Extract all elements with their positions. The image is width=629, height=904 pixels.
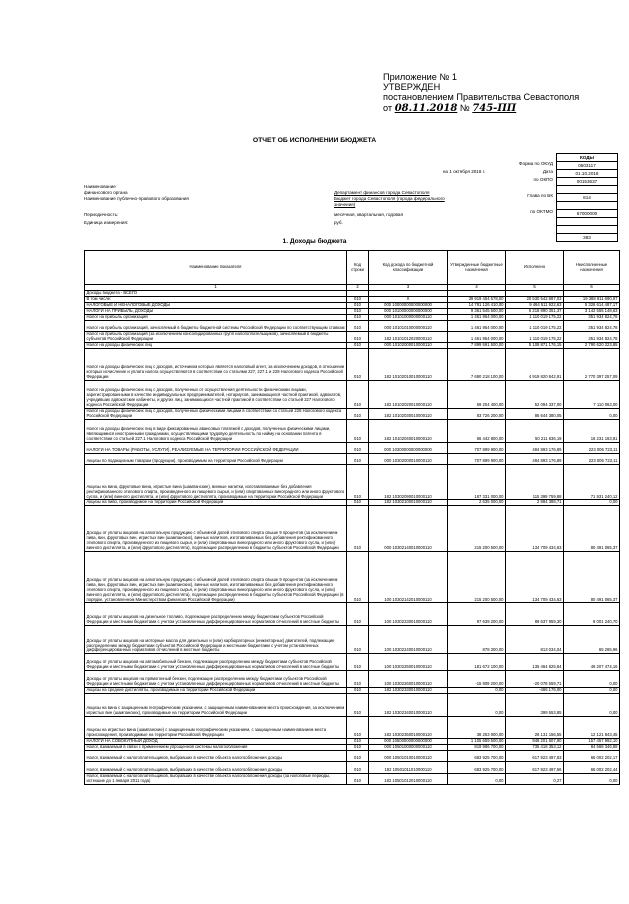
- row-approved: 83 726 200,00: [448, 408, 506, 419]
- table-row: [85, 694, 620, 717]
- row-income-code: 100 10302250010000110: [369, 654, 448, 671]
- row-unexecuted: 0,00: [564, 773, 620, 784]
- row-approved: 2 635 000,00: [448, 500, 506, 506]
- row-unexecuted: 19 388 911 690,97: [564, 296, 620, 302]
- row-unexecuted: 65 265,96: [564, 626, 620, 654]
- row-executed: 813 034,04: [506, 626, 564, 654]
- row-executed: 1 110 019 175,22: [506, 331, 564, 342]
- codes-value: [557, 218, 618, 226]
- row-approved: 707 899 900,00: [448, 454, 506, 465]
- row-name: Налог, взимаемый с налогоплательщиков, выбравших в качестве объекта налогообложения доходы: [85, 762, 347, 773]
- row-unexecuted: 66 002 202,17: [564, 751, 620, 762]
- row-executed: 484 893 176,89: [506, 454, 564, 465]
- row-income-code: 000 10302000010000110: [369, 454, 448, 465]
- row-line-code: 010: [347, 420, 369, 443]
- row-approved: 39 919 454 578,00: [448, 296, 506, 302]
- row-executed: 20 530 542 887,03: [506, 296, 564, 302]
- codes-value: 814: [557, 194, 618, 202]
- codes-label: Форма по ОКУД: [518, 161, 553, 166]
- row-unexecuted: 0,00: [564, 408, 620, 419]
- header-approved: Утвержденные бюджетные назначения: [448, 251, 506, 285]
- codes-value: [557, 202, 618, 210]
- table-row: [85, 320, 620, 331]
- row-line-code: 010: [347, 506, 369, 551]
- approval-block: [383, 72, 623, 114]
- unit-value: руб.: [334, 220, 343, 225]
- row-name: НАЛОГИ НА ПРИБЫЛЬ, ДОХОДЫ: [85, 308, 347, 314]
- row-unexecuted: 157 457 992,10: [564, 739, 620, 745]
- header-name: Наименование показателя: [85, 251, 347, 285]
- row-income-code: 100 10302142010000110: [369, 551, 448, 603]
- row-income-code: 182 10302100010000110: [369, 500, 448, 506]
- codes-label: по ОКТМО: [530, 209, 553, 214]
- section-title: 1. Доходы бюджета: [282, 238, 347, 245]
- row-line-code: 010: [347, 551, 369, 603]
- col-num-3: 3: [369, 285, 448, 291]
- table-row: [85, 751, 620, 762]
- row-name: Доходы бюджета - ВСЕГО: [85, 291, 347, 297]
- row-approved: -15 909 200,00: [448, 671, 506, 688]
- row-executed: 26 131 156,55: [506, 716, 564, 739]
- period-label: Периодичность:: [84, 212, 119, 217]
- row-line-code: 010: [347, 745, 369, 751]
- row-approved: 66 442 800,00: [448, 420, 506, 443]
- codes-row: [557, 202, 618, 210]
- row-name: Акцизы на игристые вина (шампанские) с защищенным географическим указанием, с защищенным наименованием места происхождения, производимые на территории Российской Федерации: [85, 716, 347, 739]
- row-executed: 1 110 019 175,22: [506, 320, 564, 331]
- row-income-code: 182 10302340010000110: [369, 694, 448, 717]
- table-row: [85, 465, 620, 500]
- org-value: Департамент финансов города Севастополя: [334, 190, 430, 195]
- row-income-code: 182 10101012020000110: [369, 331, 448, 342]
- row-executed: 134 709 434,63: [506, 551, 564, 603]
- row-unexecuted: 46 207 474,16: [564, 654, 620, 671]
- row-name: Налог на прибыль организаций, зачисляемый в бюджеты бюджетной системы Российской Федерации по соответствующим ставкам: [85, 320, 347, 331]
- row-unexecuted: 0,00: [564, 688, 620, 694]
- row-income-code: 000 10101010000000110: [369, 320, 448, 331]
- codes-row: [557, 218, 618, 226]
- row-income-code: 100 10302240010000110: [369, 626, 448, 654]
- row-approved: 0,00: [448, 688, 506, 694]
- row-unexecuted: 84 568 346,88: [564, 745, 620, 751]
- row-unexecuted: 351 934 824,78: [564, 314, 620, 320]
- row-income-code: 000 10300000000000000: [369, 442, 448, 453]
- codes-value: 383: [557, 234, 618, 242]
- codes-value: [557, 186, 618, 194]
- report-title: ОТЧЕТ ОБ ИСПОЛНЕНИИ БЮДЖЕТА: [252, 137, 377, 144]
- codes-row: [557, 186, 618, 194]
- col-num-2: 2: [347, 285, 369, 291]
- row-executed: 399 553,85: [506, 694, 564, 717]
- row-name: Налог на доходы физических лиц с доходов, полученных от осуществления деятельности физическими лицами, зарегистрированными в качестве индивидуальных предпринимателей, нотариусов, занимающихся частной практикой, адвокатов, учредивших адвокатские кабинеты, и других лиц, занимающихся частной практикой в соответствии со статьей 227 Налогового кодекса Российской Федерации: [85, 380, 347, 408]
- row-name: Акцизы на вина с защищенным географическим указанием, с защищенным наименованием места происхождения, за исключением игристых вин (шампанских), производимые на территории Российской Федерации: [85, 694, 347, 717]
- col-num-4: 4: [448, 285, 506, 291]
- row-line-code: 010: [347, 380, 369, 408]
- row-unexecuted: 80 491 065,37: [564, 506, 620, 551]
- codes-value: [557, 226, 618, 234]
- table-row: [85, 408, 620, 419]
- row-line-code: 010: [347, 762, 369, 773]
- col-num-1: 1: [85, 285, 347, 291]
- row-income-code: 000 10500000000000000: [369, 739, 448, 745]
- row-line-code: 010: [347, 694, 369, 717]
- row-name: Доходы от уплаты акцизов на алкогольную продукцию с объемной долей этилового спирта свыше 9 процентов (за исключением пива, вин, фруктовых вин, игристых вин (шампанских), винных напитков, изготавливаемых без добавления ректификованного этилового спирта, произведенного из пищевого сырья, и (или) спиртованных виноградного или иного фруктового сусла, и (или) винного дистиллята, и (или) фруктового дистиллята), подлежащие распределению в бюджеты субъектов Российской Федерации (в порядке, установленном Министерством финансов Российской Федерации): [85, 551, 347, 603]
- row-unexecuted: 5 326 614 487,17: [564, 302, 620, 308]
- row-approved: 215 200 500,00: [448, 506, 506, 551]
- row-unexecuted: 66 002 202,44: [564, 762, 620, 773]
- row-approved: 7 690 218 100,00: [448, 349, 506, 381]
- row-unexecuted: 16 231 163,81: [564, 420, 620, 443]
- row-income-code: 000 10101000000000110: [369, 314, 448, 320]
- row-line-code: 010: [347, 688, 369, 694]
- row-approved: 707 899 900,00: [448, 442, 506, 453]
- row-income-code: 000 10102000010000110: [369, 343, 448, 349]
- row-name: НАЛОГИ НА СОВОКУПНЫЙ ДОХОД: [85, 739, 347, 745]
- codes-value: 00153637: [557, 178, 618, 186]
- row-income-code: 182 10302090010000110: [369, 465, 448, 500]
- row-line-code: 010: [347, 671, 369, 688]
- row-income-code: 182 10501011010000110: [369, 762, 448, 773]
- table-row: [85, 626, 620, 654]
- table-row: [85, 442, 620, 453]
- row-unexecuted: 12 121 843,45: [564, 716, 620, 739]
- row-unexecuted: 2 790 620 323,85: [564, 343, 620, 349]
- row-income-code: 000 10100000000000000: [369, 308, 448, 314]
- approval-number: 745-ПП: [472, 102, 517, 114]
- row-executed: 2 884 388,71: [506, 500, 564, 506]
- row-executed: 135 464 625,84: [506, 654, 564, 671]
- row-executed: 5 108 871 176,15: [506, 343, 564, 349]
- header-line-code: Код строки: [347, 251, 369, 285]
- row-unexecuted: 351 934 824,78: [564, 320, 620, 331]
- row-executed: 4 919 820 842,91: [506, 349, 564, 381]
- table-row: [85, 420, 620, 443]
- row-executed: 735 418 353,12: [506, 745, 564, 751]
- codes-value: 0503117: [557, 162, 618, 170]
- row-name: Налог на прибыль организаций: [85, 314, 347, 320]
- col-num-5: 5: [506, 285, 564, 291]
- table-row: [85, 671, 620, 688]
- approval-approved: УТВЕРЖДЕН: [383, 82, 441, 93]
- row-approved: 181 672 100,00: [448, 654, 506, 671]
- row-line-code: 010: [347, 465, 369, 500]
- row-unexecuted: 0,00: [564, 694, 620, 717]
- row-name: Доходы от уплаты акцизов на моторные масла для дизельных и (или) карбюраторных (инжекторных) двигателей, подлежащие распределению между бюджетами субъектов Российской Федерации и местными бюджетами с учетом установленных дифференцированных нормативов отчислений в местные бюджеты: [85, 626, 347, 654]
- row-approved: 1 461 954 000,00: [448, 320, 506, 331]
- codes-row: [557, 162, 618, 170]
- row-income-code: X: [369, 296, 448, 302]
- row-approved: 97 639 200,00: [448, 603, 506, 626]
- row-executed: -20 078 559,71: [506, 671, 564, 688]
- row-approved: 14 791 126 410,00: [448, 302, 506, 308]
- codes-label: Дата: [542, 169, 553, 174]
- row-name: Акцизы на средние дистилляты, производимые на территории Российской Федерации: [85, 688, 347, 694]
- row-line-code: 010: [347, 626, 369, 654]
- row-name: Налог на доходы физических лиц с доходов, источником которых является налоговый агент, за исключением доходов, в отношении которых исчисление и уплата налога осуществляются в соответствии со статьями 227, 227.1 и 228 Налогового кодекса Российской Федерации: [85, 349, 347, 381]
- row-line-code: 010: [347, 773, 369, 784]
- row-income-code: 182 10102020010000110: [369, 380, 448, 408]
- row-line-code: 010: [347, 442, 369, 453]
- approval-num-prefix: №: [459, 102, 470, 113]
- row-line-code: 010: [347, 302, 369, 308]
- codes-label: по ОКПО: [533, 177, 553, 182]
- approval-date: 08.11.2018: [394, 102, 458, 114]
- row-line-code: 010: [347, 716, 369, 739]
- row-line-code: 010: [347, 408, 369, 419]
- row-executed: 50 211 636,19: [506, 420, 564, 443]
- row-line-code: 010: [347, 343, 369, 349]
- codes-table: [556, 153, 618, 242]
- table-row: [85, 654, 620, 671]
- row-executed: 86 644 380,05: [506, 408, 564, 419]
- approval-appendix: Приложение № 1: [383, 72, 457, 82]
- org-label-1: Наименование: [84, 184, 116, 189]
- pp-value-1: Бюджет города Севастополя (города федерального: [334, 196, 445, 201]
- codes-label: Глава по БК: [527, 193, 553, 198]
- row-unexecuted: 223 006 723,11: [564, 454, 620, 465]
- row-approved: 683 925 700,00: [448, 762, 506, 773]
- row-approved: 683 925 700,00: [448, 751, 506, 762]
- row-income-code: 182 10302330010000110: [369, 688, 448, 694]
- row-income-code: 000 10000000000000000: [369, 302, 448, 308]
- table-row: [85, 716, 620, 739]
- row-approved: 819 986 700,00: [448, 745, 506, 751]
- row-unexecuted: 8 001 240,70: [564, 603, 620, 626]
- row-unexecuted: 223 006 723,11: [564, 442, 620, 453]
- row-unexecuted: 2 770 397 257,09: [564, 349, 620, 381]
- row-name: Налог на доходы физических лиц: [85, 343, 347, 349]
- row-executed: 617 923 497,56: [506, 762, 564, 773]
- header-unexecuted: Неисполненные назначения: [564, 251, 620, 285]
- row-line-code: 010: [347, 454, 369, 465]
- row-line-code: 010: [347, 308, 369, 314]
- row-name: Доходы от уплаты акцизов на автомобильный бензин, подлежащие распределению между бюджетами субъектов Российской Федерации и местными бюджетами с учетом установленных дифференцированных нормативов отчислений в местные бюджеты: [85, 654, 347, 671]
- row-income-code: 182 10102030010000110: [369, 408, 448, 419]
- row-approved: 9 361 545 500,00: [448, 308, 506, 314]
- table-row: [85, 454, 620, 465]
- row-line-code: 010: [347, 331, 369, 342]
- row-approved: 0,00: [448, 773, 506, 784]
- row-approved: 7 899 591 500,00: [448, 343, 506, 349]
- row-approved: 1 461 954 000,00: [448, 314, 506, 320]
- table-row: [85, 551, 620, 603]
- row-name: Налог на доходы физических лиц в виде фиксированных авансовых платежей с доходов, полученных физическими лицами, являющимися иностранными гражданами, осуществляющими трудовую деятельность по найму на основании патента в соответствии со статьей 227.1 Налогового кодекса Российской Федерации: [85, 420, 347, 443]
- row-income-code: 100 10302260010000110: [369, 671, 448, 688]
- table-row: [85, 506, 620, 551]
- row-approved: 187 331 000,00: [448, 465, 506, 500]
- row-approved: 59 204 400,00: [448, 380, 506, 408]
- row-executed: 6 218 890 351,37: [506, 308, 564, 314]
- row-name: В том числе:: [85, 296, 347, 302]
- row-line-code: 010: [347, 739, 369, 745]
- table-row: [85, 773, 620, 784]
- row-unexecuted: 71 931 240,12: [564, 465, 620, 500]
- row-unexecuted: 0,00: [564, 671, 620, 688]
- row-unexecuted: 351 934 824,78: [564, 331, 620, 342]
- row-line-code: 010: [347, 349, 369, 381]
- row-income-code: 100 10302230010000110: [369, 603, 448, 626]
- row-income-code: 182 10102040010000110: [369, 420, 448, 443]
- row-name: НАЛОГИ НА ТОВАРЫ (РАБОТЫ, УСЛУГИ), РЕАЛИЗУЕМЫЕ НА ТЕРРИТОРИИ РОССИЙСКОЙ ФЕДЕРАЦИИ: [85, 442, 347, 453]
- pp-label: Наименование публично-правового образования: [84, 196, 189, 201]
- row-approved: 38 253 000,00: [448, 716, 506, 739]
- col-num-6: 6: [564, 285, 620, 291]
- row-name: Налог, взимаемый с налогоплательщиков, выбравших в качестве объекта налогообложения доходы: [85, 751, 347, 762]
- row-income-code: 000 10501010010000110: [369, 751, 448, 762]
- approval-date-line: [383, 103, 623, 114]
- row-approved: 878 300,00: [448, 626, 506, 654]
- pp-value-2: значения): [334, 202, 356, 207]
- codes-value: 67000000: [557, 210, 618, 218]
- header-income-code: Код дохода по бюджетной классификации: [369, 251, 448, 285]
- codes-row: [557, 178, 618, 186]
- row-name: Налог, взимаемый в связи с применением упрощенной системы налогообложения: [85, 745, 347, 751]
- row-income-code: 182 10102010010000110: [369, 349, 448, 381]
- codes-header: КОДЫ: [557, 154, 618, 162]
- row-line-code: 010: [347, 296, 369, 302]
- row-line-code: 010: [347, 500, 369, 506]
- row-executed: 9 464 511 922,63: [506, 302, 564, 308]
- row-line-code: 010: [347, 320, 369, 331]
- row-approved: 1 461 954 000,00: [448, 331, 506, 342]
- row-income-code: 000 10501000000000110: [369, 745, 448, 751]
- row-name: Акцизы по подакцизным товарам (продукции), производимым на территории Российской Федерации: [85, 454, 347, 465]
- row-executed: 617 923 497,83: [506, 751, 564, 762]
- row-executed: -466 176,00: [506, 688, 564, 694]
- row-name: Налог на прибыль организаций (за исключением консолидированных групп налогоплательщиков), зачисляемый в бюджеты субъектов Российской Федерации: [85, 331, 347, 342]
- approval-from-prefix: от: [383, 102, 393, 113]
- table-row: [85, 762, 620, 773]
- row-executed: 89 637 959,30: [506, 603, 564, 626]
- row-executed: 115 399 759,88: [506, 465, 564, 500]
- table-row: [85, 603, 620, 626]
- row-line-code: 010: [347, 654, 369, 671]
- row-name: Налог на доходы физических лиц с доходов, полученных физическими лицами в соответствии со статьей 228 Налогового кодекса Российской Федерации: [85, 408, 347, 419]
- table-header-row: [85, 251, 620, 285]
- row-unexecuted: 80 491 065,37: [564, 551, 620, 603]
- row-name: Акцизы на вина, фруктовые вина, игристые вина (шампанские), винные напитки, изготавливаемые без добавления ректификованного этилового спирта, произведенного из пищевого сырья, и (или) спиртованных виноградного или иного фруктового сусла, и (или) винного дистиллята, и (или) фруктового дистиллята, производимые на территории Российской Федерации: [85, 465, 347, 500]
- codes-row: [557, 194, 618, 202]
- table-row: [85, 349, 620, 381]
- row-income-code: 182 10501012010000110: [369, 773, 448, 784]
- row-income-code: 000 10302140010000110: [369, 506, 448, 551]
- codes-row: [557, 210, 618, 218]
- row-name: Доходы от уплаты акцизов на прямогонный бензин, подлежащие распределению между бюджетами субъектов Российской Федерации и местными бюджетами с учетом установленных дифференцированных нормативов отчислений в местные бюджеты: [85, 671, 347, 688]
- table-row: [85, 380, 620, 408]
- header-executed: Исполнено: [506, 251, 564, 285]
- report-date: на 1 октября 2018 г.: [442, 169, 486, 174]
- row-line-code: 010: [347, 751, 369, 762]
- row-executed: 52 094 337,00: [506, 380, 564, 408]
- row-name: НАЛОГОВЫЕ И НЕНАЛОГОВЫЕ ДОХОДЫ: [85, 302, 347, 308]
- row-executed: 948 201 507,90: [506, 739, 564, 745]
- approval-decree: постановлением Правительства Севастополя: [383, 92, 580, 103]
- income-table: [84, 250, 620, 785]
- row-name: Налог, взимаемый с налогоплательщиков, выбравших в качестве объекта налогообложения доходы (за налоговые периоды, истекшие до 1 января 2011 года): [85, 773, 347, 784]
- row-executed: 1 110 019 175,22: [506, 314, 564, 320]
- row-name: Доходы от уплаты акцизов на алкогольную продукцию с объемной долей этилового спирта свыше 9 процентов (за исключением пива, вин, фруктовых вин, игристых вин (шампанских), винных напитков, изготавливаемых без добавления ректификованного этилового спирта, произведенного из пищевого сырья, и (или) спиртованных виноградного или иного фруктового сусла, и (или) винного дистиллята, и (или) фруктового дистиллята), подлежащие распределению в бюджеты субъектов Российской Федерации: [85, 506, 347, 551]
- codes-row: [557, 170, 618, 178]
- row-income-code: 182 10302350010000110: [369, 716, 448, 739]
- row-line-code: 010: [347, 314, 369, 320]
- row-approved: 0,00: [448, 694, 506, 717]
- row-name: Доходы от уплаты акцизов на дизельное топливо, подлежащие распределению между бюджетами субъектов Российской Федерации и местными бюджетами с учетом установленных дифференцированных нормативов отчислений в местные бюджеты: [85, 603, 347, 626]
- org-label-2: финансового органа: [84, 190, 128, 195]
- row-executed: 0,27: [506, 773, 564, 784]
- codes-row: [557, 226, 618, 234]
- row-line-code: 010: [347, 603, 369, 626]
- row-executed: 134 709 434,63: [506, 506, 564, 551]
- codes-value: 01.10.2018: [557, 170, 618, 178]
- period-value: месячная, квартальная, годовая: [334, 212, 403, 217]
- row-executed: 484 893 176,89: [506, 442, 564, 453]
- table-row: [85, 331, 620, 342]
- unit-label: Единица измерения:: [84, 220, 129, 225]
- row-name: Акцизы на пиво, производимое на территории Российской Федерации: [85, 500, 347, 506]
- row-unexecuted: 0,00: [564, 500, 620, 506]
- row-unexecuted: 7 110 063,00: [564, 380, 620, 408]
- row-unexecuted: 3 142 555 148,63: [564, 308, 620, 314]
- row-approved: 1 105 659 500,00: [448, 739, 506, 745]
- row-approved: 215 200 500,00: [448, 551, 506, 603]
